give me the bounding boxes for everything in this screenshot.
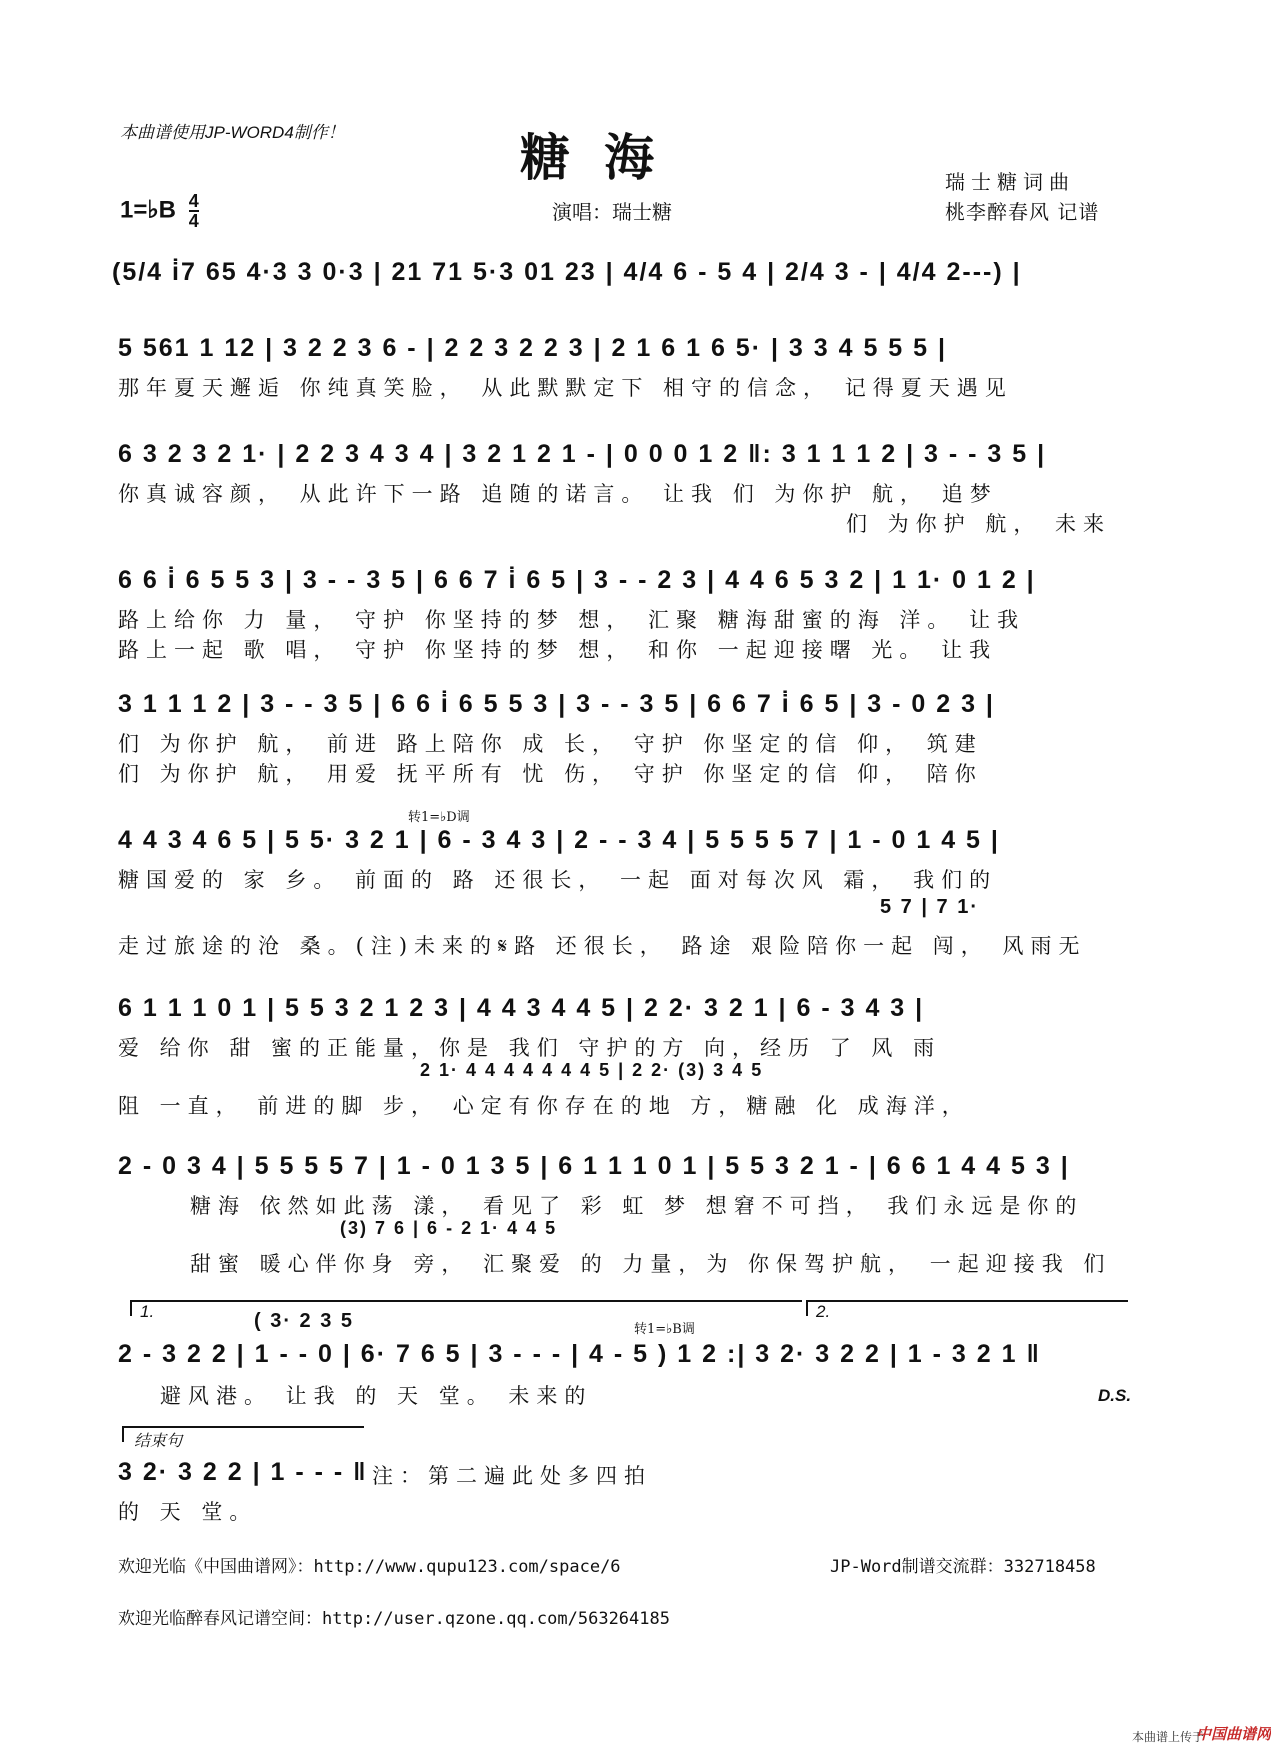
- alt-notes: 5 7 | 7 1·: [880, 896, 979, 918]
- alt-notes: 2 1· 4 4 4 4 4 4 4 5 | 2 2· (3) 3 4 5: [420, 1060, 764, 1080]
- ending-note: 注：第二遍此处多四拍: [372, 1464, 652, 1488]
- lyric-line: 的 天 堂。: [118, 1500, 258, 1524]
- song-title: 糖海: [520, 128, 688, 187]
- site-logo: 中国曲谱网: [1196, 1725, 1271, 1743]
- key-signature: [120, 192, 199, 230]
- music-line: 6 1 1 1 0 1 | 5 5 3 2 1 2 3 | 4 4 3 4 4 5 | 2 2· 3 2 1 | 6 - 3 4 3 |: [118, 994, 925, 1022]
- music-line: 6 3 2 3 2 1· | 2 2 3 4 3 4 | 3 2 1 2 1 - | 0 0 0 1 2 ‖: 3 1 1 1 2 | 3 - - 3 5 |: [118, 440, 1047, 468]
- time-bottom: 4: [188, 211, 199, 231]
- lyric-line: 避风港。 让我 的 天 堂。 未来的: [160, 1384, 593, 1408]
- composer-credit: 瑞士糖词曲: [945, 170, 1075, 194]
- intro-notes: ( 3· 2 3 5: [254, 1310, 355, 1332]
- lyric-line-2: 走过旅途的沧 桑。(注)未来的𝄋路 还很长， 路途 艰险陪你一起 闯， 风雨无: [118, 934, 1087, 958]
- lyric-line-2: 们 为你护 航， 用爱 抚平所有 忧 伤， 守护 你坚定的信 仰， 陪你: [118, 762, 983, 786]
- ending-label: 结束句: [134, 1431, 183, 1450]
- lyric-line-2: 阻 一直， 前进的脚 步， 心定有你存在的地 方，糖融 化 成海洋，: [118, 1094, 970, 1118]
- lyric-line: 路上给你 力 量， 守护 你坚持的梦 想， 汇聚 糖海甜蜜的海 洋。 让我: [118, 608, 1026, 632]
- alt-notes: (3) 7 6 | 6 - 2 1· 4 4 5: [340, 1218, 558, 1238]
- music-line: 2 - 0 3 4 | 5 5 5 5 7 | 1 - 0 1 3 5 | 6 1 1 1 0 1 | 5 5 3 2 1 - | 6 6 1 4 4 5 3 |: [118, 1152, 1070, 1180]
- transcriber-credit: 桃李醉春风 记谱: [945, 200, 1100, 224]
- lyric-line-2: 路上一起 歌 唱， 守护 你坚持的梦 想， 和你 一起迎接曙 光。 让我: [118, 638, 998, 662]
- ds-mark: D.S.: [1098, 1386, 1132, 1405]
- made-with-note: 本曲谱使用JP-WORD4制作！: [120, 123, 345, 142]
- time-signature: [189, 192, 199, 230]
- lyric-line: 那年夏天邂逅 你纯真笑脸， 从此默默定下 相守的信念， 记得夏天遇见: [118, 376, 1013, 400]
- singer-credit: 演唱：瑞士糖: [552, 200, 672, 224]
- footer-link-2[interactable]: 欢迎光临醉春风记谱空间：http://user.qzone.qq.com/563264185: [118, 1609, 670, 1629]
- modulation-mark: 转1=♭D调: [408, 810, 470, 825]
- music-line: 3 1 1 1 2 | 3 - - 3 5 | 6 6 i̇ 6 5 5 3 | 3 - - 3 5 | 6 6 7 i̇ 6 5 | 3 - 0 2 3 |: [118, 690, 995, 718]
- music-line: 2 - 3 2 2 | 1 - - 0 | 6· 7 6 5 | 3 - - - | 4 - 5 ) 1 2 :| 3 2· 3 2 2 | 1 - 3 2 1 ‖: [118, 1340, 1041, 1368]
- lyric-line: 你真诚容颜， 从此许下一路 追随的诺言。 让我 们 为你护 航， 追梦: [118, 482, 998, 506]
- music-line: 6 6 i̇ 6 5 5 3 | 3 - - 3 5 | 6 6 7 i̇ 6 5 | 3 - - 2 3 | 4 4 6 5 3 2 | 1 1· 0 1 2 |: [118, 566, 1036, 594]
- footer-link-1[interactable]: 欢迎光临《中国曲谱网》：http://www.qupu123.com/space/6: [118, 1557, 621, 1577]
- volta-1: 1.: [140, 1302, 155, 1321]
- modulation-mark: 转1=♭B调: [634, 1322, 695, 1337]
- time-top: 4: [188, 191, 199, 211]
- music-line: 4 4 3 4 6 5 | 5 5· 3 2 1 | 6 - 3 4 3 | 2 - - 3 4 | 5 5 5 5 7 | 1 - 0 1 4 5 |: [118, 826, 1000, 854]
- music-line: 3 2· 3 2 2 | 1 - - - ‖: [118, 1458, 368, 1486]
- upload-note: 本曲谱上传于: [1132, 1730, 1205, 1744]
- music-line: (5/4 i̇7 65 4·3 3 0·3 | 21 71 5·3 01 23 | 4/4 6 - 5 4 | 2/4 3 - | 4/4 2---) |: [112, 258, 1022, 286]
- lyric-line: 爱 给你 甜 蜜的正能量，你是 我们 守护的方 向，经历 了 风 雨: [118, 1036, 942, 1060]
- lyric-line: 们 为你护 航， 前进 路上陪你 成 长， 守护 你坚定的信 仰， 筑建: [118, 732, 983, 756]
- music-line: 5 561 1 12 | 3 2 2 3 6 - | 2 2 3 2 2 3 | 2 1 6 1 6 5· | 3 3 4 5 5 5 |: [118, 334, 948, 362]
- volta-2: 2.: [816, 1302, 831, 1321]
- lyric-line: 糖海 依然如此荡 漾， 看见了 彩 虹 梦 想窘不可挡， 我们永远是你的: [190, 1194, 1084, 1218]
- lyric-line-2: 甜蜜 暖心伴你身 旁， 汇聚爱 的 力量，为 你保驾护航， 一起迎接我 们: [190, 1252, 1112, 1276]
- key-label: 1=♭B: [120, 196, 177, 224]
- lyric-line-2: 们 为你护 航， 未来: [846, 512, 1112, 536]
- lyric-line: 糖国爱的 家 乡。 前面的 路 还很长， 一起 面对每次风 霜， 我们的: [118, 868, 998, 892]
- footer-group: JP-Word制谱交流群：332718458: [830, 1557, 1096, 1577]
